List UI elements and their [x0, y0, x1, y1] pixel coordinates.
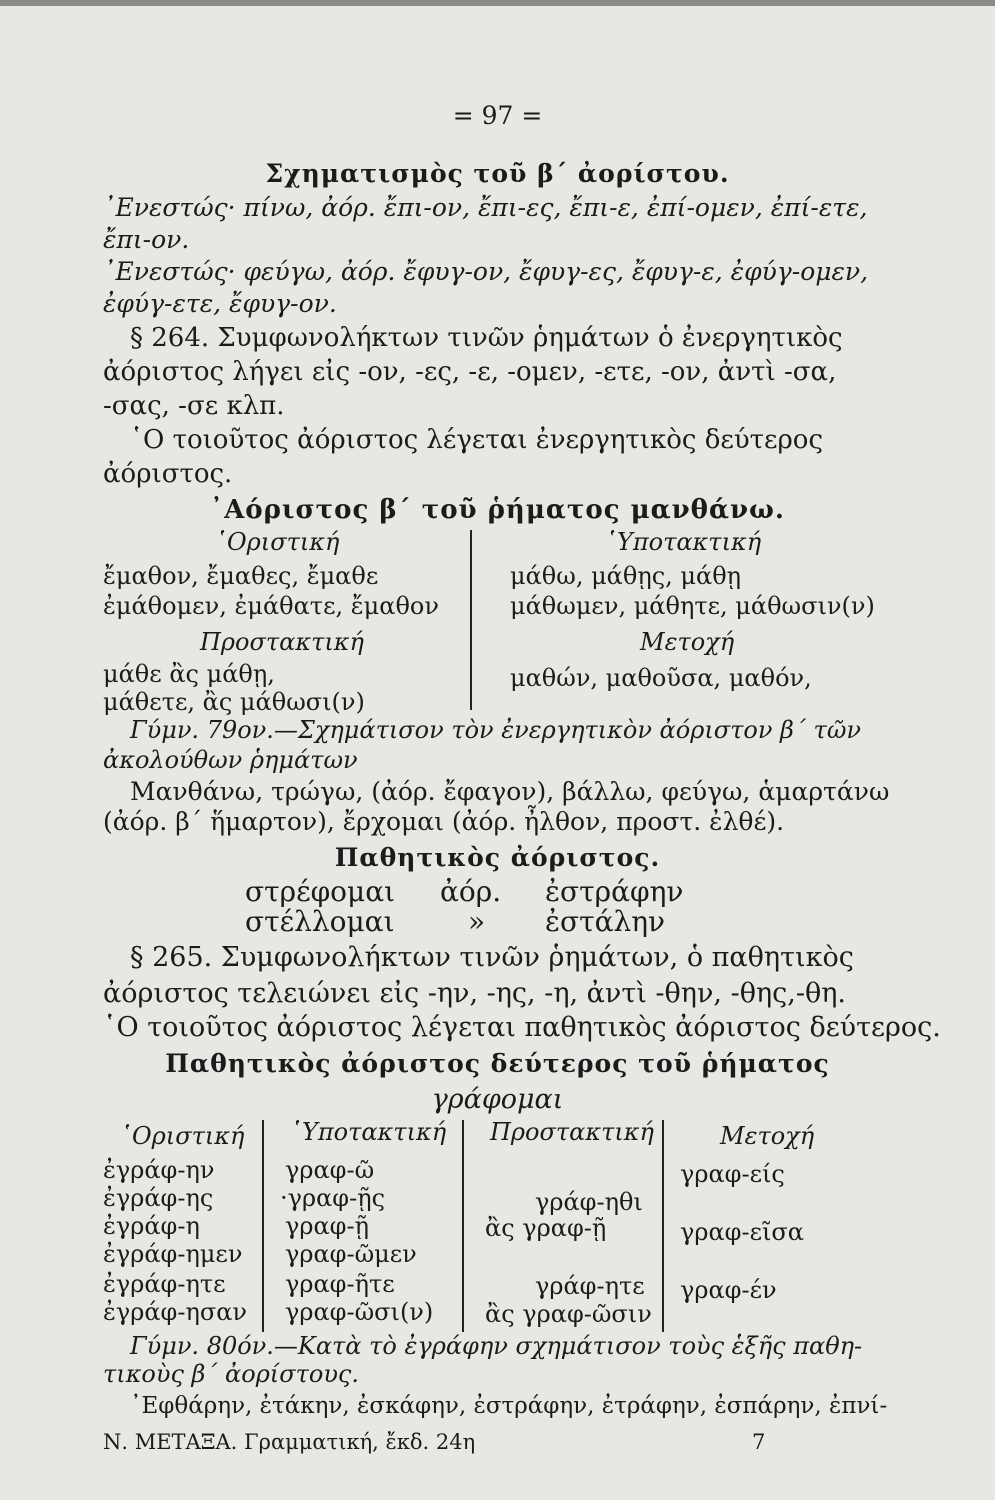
table-cell: ἐγράφ-ησαν [103, 1298, 248, 1326]
table-title-grafomai: Παθητικὸς ἀόριστος δεύτερος τοῦ ῥήματος [165, 1049, 830, 1078]
section-title-second-aorist-formation: Σχηματισμὸς τοῦ β΄ ἀορίστου. [265, 159, 730, 188]
text-line: ἀόριστος λήγει εἰς -ον, -ες, -ε, -ομεν, -ετε, -ον, ἀντὶ -σα, [103, 357, 837, 387]
table-cell: ἐγράφ-η [103, 1212, 200, 1240]
column-header-indicative: ῾Οριστική [120, 1122, 245, 1150]
table-cell: γραφ-έν [680, 1276, 777, 1304]
table-cell: μάθω, μάθῃς, μάθῃ [510, 562, 742, 590]
column-header-participle: Μετοχή [720, 1122, 815, 1150]
text-line: ἔπι-ον. [103, 225, 190, 254]
column-header-subjunctive: ῾Υποτακτική [290, 1118, 447, 1146]
table-cell: ἂς γραφ-ῇ [485, 1214, 607, 1242]
table-cell: ἔμαθον, ἔμαθες, ἔμαθε [103, 562, 379, 590]
table-cell: μάθωμεν, μάθητε, μάθωσιν(ν) [510, 592, 875, 620]
table-cell: γραφ-ῶσι(ν) [285, 1298, 434, 1326]
paragraph-265: § 265. Συμφωνολήκτων τινῶν ῥημάτων, ὁ παθητικὸς [130, 942, 854, 973]
text-line: ἐφύγ-ετε, ἔφυγ-ον. [103, 289, 337, 318]
table-cell: ἐγράφ-ην [103, 1156, 215, 1184]
verb-ditto: » [468, 905, 486, 938]
verb-form: ἐστράφην [545, 875, 684, 908]
table-cell: ἐγράφ-ης [103, 1184, 214, 1212]
table-divider [262, 1120, 264, 1332]
text-line: ἀόριστος τελειώνει εἰς -ην, -ης, -η, ἀντὶ -θην, -θης,-θη. [103, 978, 846, 1009]
table-cell: ἂς γραφ-ῶσιν [485, 1300, 652, 1328]
column-header-imperative: Προστακτική [200, 628, 364, 656]
text-line: ᾽Ενεστώς· φεύγω, ἀόρ. ἔφυγ-ον, ἔφυγ-ες, ἔφυγ-ε, ἐφύγ-ομεν, [103, 257, 869, 286]
table-cell: μάθε ἂς μάθῃ, [103, 660, 275, 688]
text-line: ἀόριστος. [103, 459, 233, 489]
table-cell: ἐγράφ-ητε [103, 1270, 226, 1298]
table-cell: γραφ-εῖσα [680, 1218, 805, 1246]
footer-signature-mark: 7 [752, 1430, 766, 1454]
verb-stellomai: στέλλομαι [245, 905, 395, 938]
text-line: Μανθάνω, τρώγω, (ἀόρ. ἔφαγον), βάλλω, φεύγω, ἁμαρτάνω [130, 777, 890, 806]
text-line: ᾽Ενεστώς· πίνω, ἀόρ. ἔπι-ον, ἔπι-ες, ἔπι-ε, ἐπί-ομεν, ἐπί-ετε, [103, 193, 868, 222]
table-cell: γράφ-ηθι [535, 1188, 643, 1216]
text-line: ῾Ο τοιοῦτος ἀόριστος λέγεται παθητικὸς ἀόριστος δεύτερος. [103, 1012, 941, 1043]
section-title-passive-aorist: Παθητικὸς ἀόριστος. [334, 843, 661, 872]
table-cell: ·γραφ-ῇς [280, 1184, 386, 1212]
exercise-80: Γύμν. 80όν.—Κατὰ τὸ ἐγράφην σχημάτισον τοὺς ἑξῆς παθη- [130, 1332, 863, 1360]
table-cell: ἐγράφ-ημεν [103, 1240, 243, 1268]
text-line: (ἀόρ. β΄ ἥμαρτον), ἔρχομαι (ἀόρ. ἦλθον, προστ. ἐλθέ). [103, 807, 785, 836]
page-top-edge [0, 0, 995, 6]
paragraph-264: § 264. Συμφωνολήκτων τινῶν ῥημάτων ὁ ἐνεργητικὸς [130, 323, 843, 353]
table-divider [470, 530, 472, 710]
text-line: τικοὺς β΄ ἀορίστους. [103, 1360, 359, 1388]
table-divider [662, 1120, 664, 1332]
column-header-imperative: Προστακτική [490, 1118, 654, 1146]
text-line: ἀκολούθων ῥημάτων [103, 746, 358, 774]
table-cell: μάθετε, ἂς μάθωσι(ν) [103, 688, 365, 716]
text-line: -σας, -σε κλπ. [103, 391, 285, 421]
text-line: ῾Ο τοιοῦτος ἀόριστος λέγεται ἐνεργητικὸς δεύτερος [130, 425, 824, 455]
table-cell: γραφ-ῶμεν [285, 1240, 417, 1268]
table-cell: ἐμάθομεν, ἐμάθατε, ἔμαθον [103, 592, 439, 620]
verb-abbrev: ἀόρ. [440, 875, 502, 908]
page-number: = 97 = [452, 101, 543, 130]
text-line: ᾽Εφθάρην, ἐτάκην, ἐσκάφην, ἐστράφην, ἐτράφην, ἐσπάρην, ἐπνί- [130, 1393, 888, 1419]
column-header-indicative: ῾Οριστική [215, 528, 340, 556]
table-title-manthano: ᾽Αόριστος β΄ τοῦ ῥήματος μανθάνω. [210, 495, 785, 525]
table-cell: γράφ-ητε [535, 1272, 645, 1300]
footer-book-info: Ν. ΜΕΤΑΞΑ. Γραμματική, ἔκδ. 24η [103, 1430, 476, 1454]
table-cell: μαθών, μαθοῦσα, μαθόν, [510, 664, 812, 692]
table-subtitle-grafomai: γράφομαι [431, 1084, 564, 1115]
column-header-participle: Μετοχή [640, 628, 735, 656]
verb-strefomai: στρέφομαι [245, 875, 396, 908]
exercise-79: Γύμν. 79ον.—Σχημάτισον τὸν ἐνεργητικὸν ἀόριστον β΄ τῶν [130, 716, 861, 744]
table-divider [462, 1120, 464, 1332]
table-cell: γραφ-ῆτε [285, 1270, 395, 1298]
verb-form: ἐστάλην [545, 905, 666, 938]
table-cell: γραφ-ῶ [285, 1156, 375, 1184]
table-cell: γραφ-είς [680, 1160, 785, 1188]
column-header-subjunctive: ῾Υποτακτική [605, 528, 762, 556]
table-cell: γραφ-ῇ [285, 1212, 369, 1240]
